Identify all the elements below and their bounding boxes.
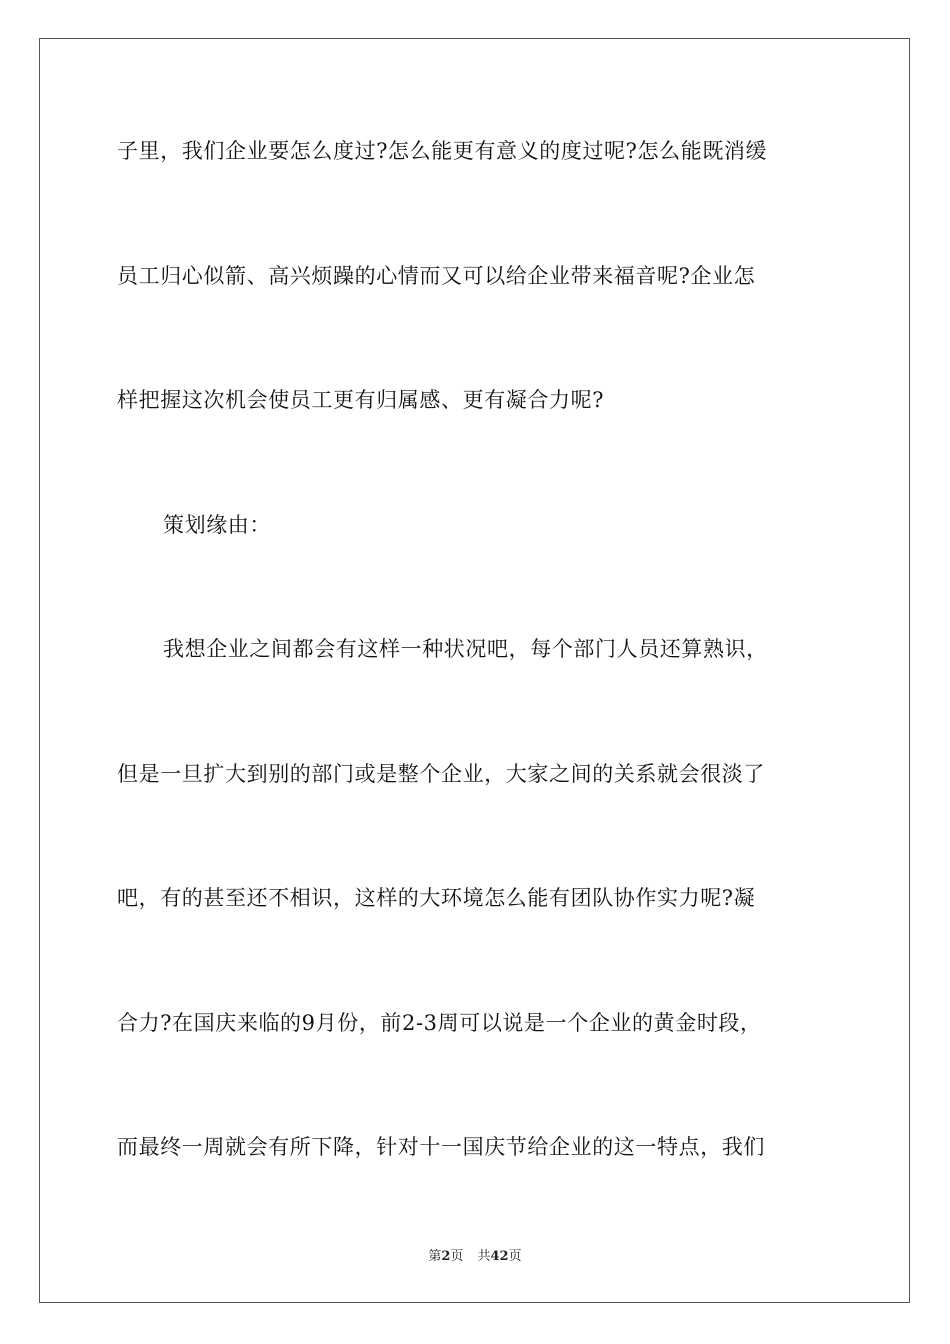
text-line-7: 吧，有的甚至还不相识，这样的大环境怎么能有团队协作实力呢?凝 [117, 886, 756, 910]
total-suffix: 页 [508, 1249, 522, 1264]
page-footer [0, 1248, 950, 1266]
text-line-3: 样把握这次机会使员工更有归属感、更有凝合力呢? [117, 388, 605, 412]
text-line-9: 而最终一周就会有所下降，针对十一国庆节给企业的这一特点，我们 [117, 1135, 765, 1159]
text-line-5: 我想企业之间都会有这样一种状况吧，每个部门人员还算熟识， [163, 637, 768, 661]
text-line-2: 员工归心似箭、高兴烦躁的心情而又可以给企业带来福音呢?企业怎 [117, 264, 756, 288]
text-line-6: 但是一旦扩大到别的部门或是整个企业，大家之间的关系就会很淡了 [117, 762, 765, 786]
total-prefix: 共 [477, 1249, 491, 1264]
section-heading: 策划缘由： [163, 513, 271, 537]
page-number: 2 [441, 1249, 451, 1264]
page-prefix: 第 [428, 1249, 442, 1264]
text-line-8: 合力?在国庆来临的9月份，前2-3周可以说是一个企业的黄金时段， [117, 1011, 762, 1035]
page-frame [39, 38, 910, 1303]
page-suffix: 页 [450, 1249, 464, 1264]
text-line-1: 子里，我们企业要怎么度过?怎么能更有意义的度过呢?怎么能既消缓 [117, 139, 768, 163]
total-pages: 42 [490, 1249, 509, 1264]
